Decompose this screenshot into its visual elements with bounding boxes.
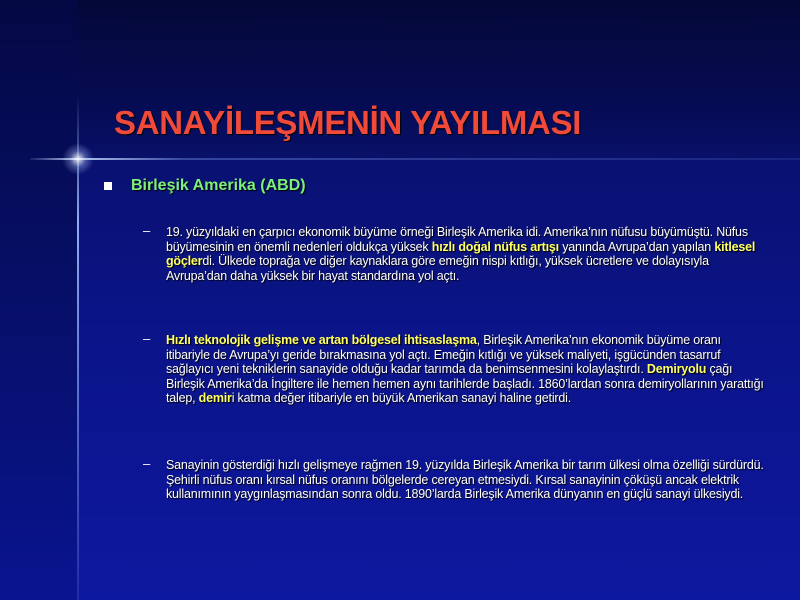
paragraph-2-text-1: , Birleşik Amerika’nın ekonomik büyüme oranı itibariyle de Avrupa’yı geride bırakmasına yol açtı. Emeğin kıtlığı ve yüksek maliyeti, işgücünden tasarruf sağlayıcı yeni tekniklerin sanayide olduğu kadar tarımda da benimsenmesini kolaylaştırdı.	[166, 333, 721, 377]
horizontal-accent-line	[30, 158, 800, 160]
slide-title: SANAYİLEŞMENİN YAYILMASI	[114, 104, 582, 141]
paragraph-1-text-1: 19. yüzyıldaki en çarpıcı ekonomik büyüme örneği Birleşik Amerika idi. Amerika’nın nüfusu büyümüştü. Nüfus büyümesinin en önemli nedenleri oldukça yüksek	[166, 225, 748, 254]
dash-bullet-3: –	[143, 456, 151, 471]
paragraph-1-text-3: di. Ülkede toprağa ve diğer kaynaklara göre emeğin nispi kıtlığı, yüksek ücretlere ve dolayısıyla Avrupa’dan daha yüksek bir hayat standardına yol açtı.	[166, 254, 709, 283]
paragraph-1-highlight-1: hızlı doğal nüfus artışı	[431, 239, 559, 254]
paragraph-2-text-2: çağı Birleşik Amerika’da İngiltere ile hemen hemen aynı tarihlerde başladı. 1860’lardan sonra demiryollarının yarattığı talep,	[166, 362, 764, 406]
accent-glow	[62, 143, 94, 175]
paragraph-3: Sanayinin gösterdiği hızlı gelişmeye rağmen 19. yüzyılda Birleşik Amerika bir tarım ülkesi olma özelliği sürdürdü. Şehirli nüfus oranı kırsal nüfus oranını bölgelerde cereyan etmesiydi. Kırsal sanayinin çöküşü ancak elektrik kullanımının yaygınlaşmasından sonra oldu. 1890’larda Birleşik Amerika dünyanın en güçlü sanayi ülkesiydi.	[166, 458, 764, 502]
paragraph-2-text-3: i katma değer itibariyle en büyük Amerikan sanayi haline getirdi.	[231, 391, 571, 406]
section-heading: Birleşik Amerika (ABD)	[131, 177, 306, 194]
square-bullet-icon	[104, 182, 112, 190]
paragraph-1	[166, 225, 766, 283]
paragraph-2-highlight-2: Demiryolu	[646, 362, 707, 377]
dash-bullet-2: –	[143, 331, 151, 346]
paragraph-2-highlight-1: Hızlı teknolojik gelişme ve artan bölgesel ihtisaslaşma	[166, 333, 477, 347]
dash-bullet-1: –	[143, 223, 151, 238]
paragraph-1-text-2: yanında Avrupa’dan yapılan	[558, 239, 715, 254]
left-band	[0, 0, 78, 600]
paragraph-1-highlight-2: kitlesel göçler	[166, 239, 756, 269]
paragraph-2	[166, 333, 766, 406]
paragraph-2-highlight-3: demir	[198, 391, 232, 406]
